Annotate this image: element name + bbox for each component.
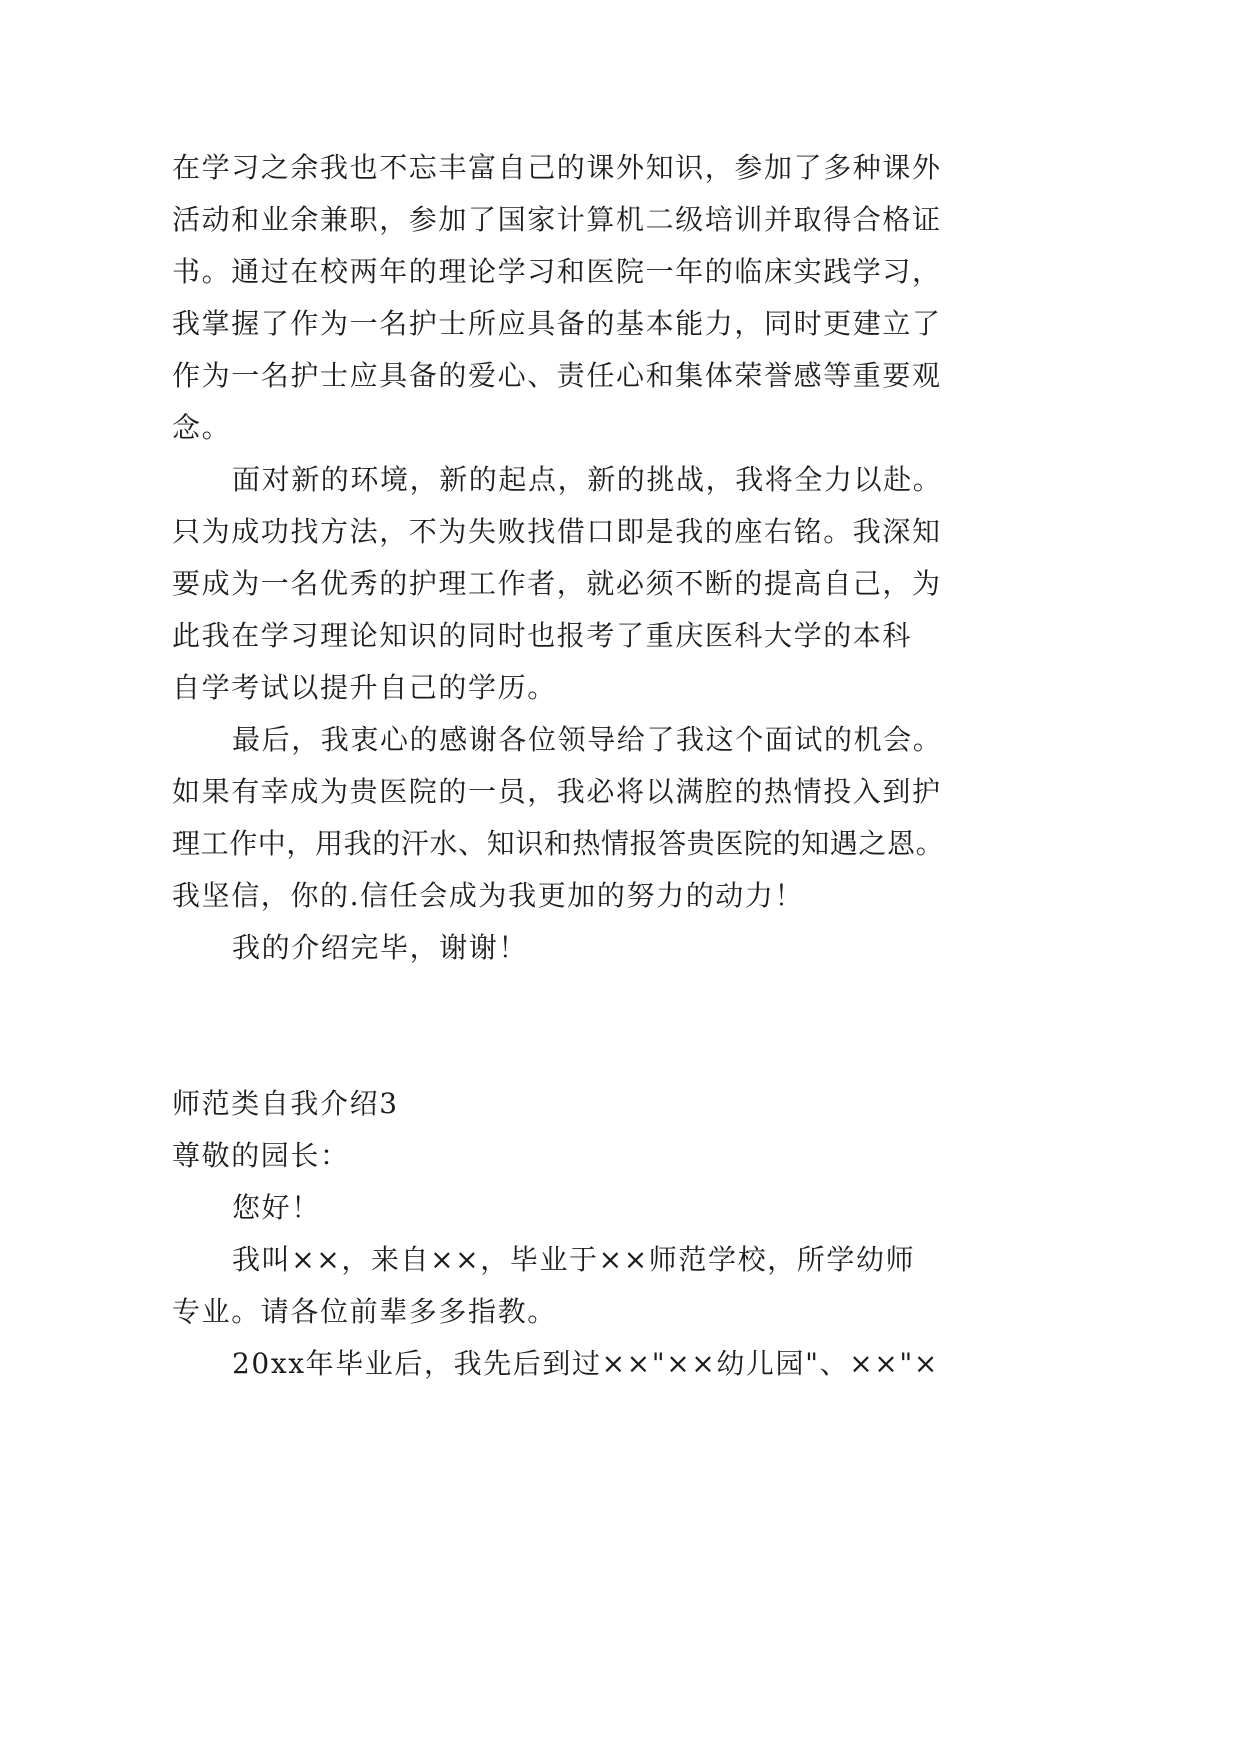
text-line: 如果有幸成为贵医院的一员，我必将以满腔的热情投入到护 [172, 775, 942, 808]
text-line: 要成为一名优秀的护理工作者，就必须不断的提高自己，为 [172, 567, 942, 600]
text-line: 只为成功找方法，不为失败找借口即是我的座右铭。我深知 [172, 515, 942, 548]
text-line: 活动和业余兼职，参加了国家计算机二级培训并取得合格证 [172, 203, 942, 236]
text-line: 作为一名护士应具备的爱心、责任心和集体荣誉感等重要观 [172, 359, 942, 392]
paragraph [172, 1338, 962, 1390]
document-body [172, 142, 962, 1390]
text-line: 20xx年毕业后，我先后到过××"××幼儿园"、××"× [232, 1347, 939, 1380]
text-line: 我坚信，你的.信任会成为我更加的努力的动力！ [172, 879, 805, 912]
text-line: 此我在学习理论知识的同时也报考了重庆医科大学的本科 [172, 619, 913, 652]
text-line: 您好！ [232, 1191, 321, 1224]
text-line: 书。通过在校两年的理论学习和医院一年的临床实践学习， [172, 255, 942, 288]
section-title: 师范类自我介绍3 [172, 1087, 399, 1120]
paragraph [172, 1182, 962, 1234]
text-line: 在学习之余我也不忘丰富自己的课外知识，参加了多种课外 [172, 151, 942, 184]
paragraph [172, 714, 962, 922]
text-line: 面对新的环境，新的起点，新的挑战，我将全力以赴。 [232, 463, 943, 496]
text-line: 自学考试以提升自己的学历。 [172, 671, 557, 704]
text-line: 念。 [172, 411, 232, 444]
text-line: 我的介绍完毕，谢谢！ [232, 931, 529, 964]
text-line: 专业。请各位前辈多多指教。 [172, 1295, 557, 1328]
text-line: 理工作中，用我的汗水、知识和热情报答贵医院的知遇之恩。 [172, 827, 945, 860]
section [172, 1078, 962, 1390]
salutation: 尊敬的园长： [172, 1139, 350, 1172]
paragraph [172, 142, 962, 454]
text-line: 我叫××，来自××，毕业于××师范学校，所学幼师 [232, 1243, 916, 1276]
text-line: 最后，我衷心的感谢各位领导给了我这个面试的机会。 [232, 723, 943, 756]
paragraph [172, 454, 962, 714]
paragraph [172, 1234, 962, 1338]
paragraph [172, 922, 962, 974]
text-line: 我掌握了作为一名护士所应具备的基本能力，同时更建立了 [172, 307, 942, 340]
